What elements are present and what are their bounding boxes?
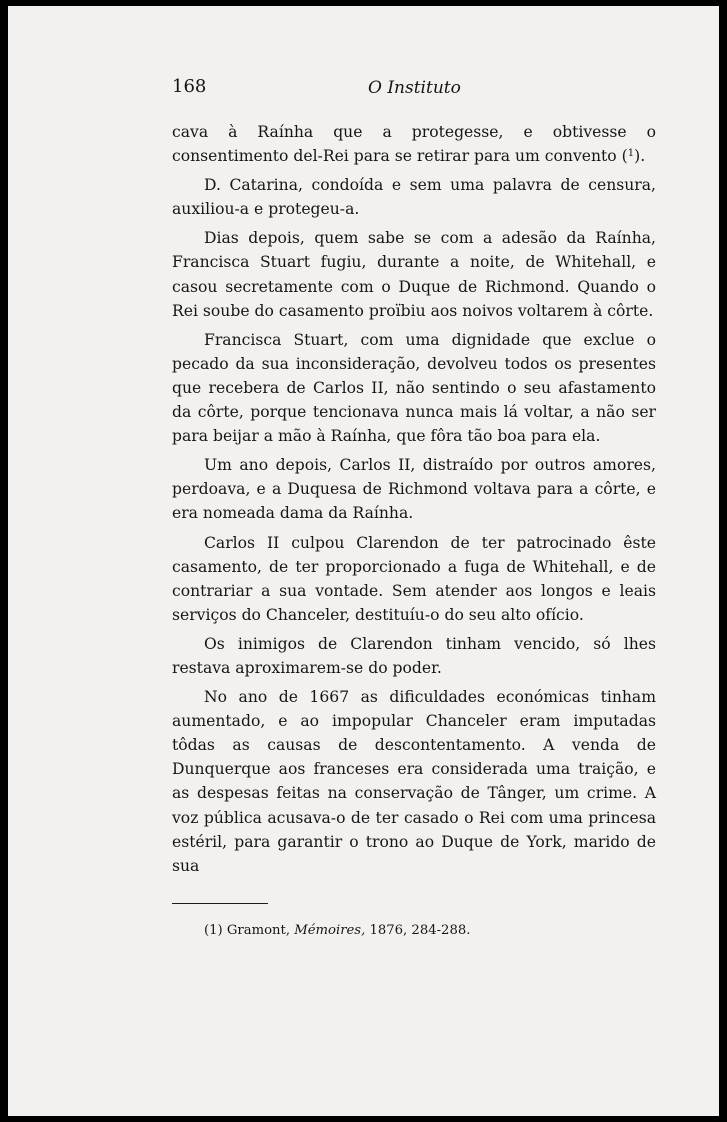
footnote-author: Gramont,: [226, 923, 291, 938]
footnote-details: 1876, 284-288.: [369, 923, 471, 938]
paragraph-7: Os inimigos de Clarendon tinham vencido, só lhes restava aproximarem-se do poder.: [172, 634, 656, 677]
book-page: [8, 6, 719, 1116]
paragraph-5: Um ano depois, Carlos II, distraído por outros amores, perdoava, e a Duquesa de Richmond voltava para a côrte, e era nomeada dama da Raínha.: [172, 456, 656, 523]
footnote-divider: [172, 903, 268, 904]
paragraph-6: Carlos II culpou Clarendon de ter patrocinado êste casamento, de ter proporcionado a fuga de Whitehall, e de contrariar a sua vontade. Sem atender aos longos e leais serviços do Chanceler, destituíu-o do seu alto ofício.: [172, 533, 656, 624]
footnote-reference: 1: [627, 148, 635, 160]
running-title: O Instituto: [368, 78, 461, 98]
footnote-marker: (1): [204, 923, 223, 938]
footnote-work: Mémoires,: [294, 923, 366, 938]
page-header: [172, 76, 654, 104]
footnote: [204, 923, 644, 938]
paragraph-1-close: ).: [634, 147, 646, 166]
paragraph-4: Francisca Stuart, com uma dignidade que exclue o pecado da sua inconsideração, devolveu todos os presentes que recebera de Carlos II, não sentindo o seu afastamento da côrte, porque tencionava nunca mais lá voltar, a não ser para beijar a mão à Raínha, que fôra tão boa para ela.: [172, 330, 656, 446]
page-number: 168: [172, 76, 207, 97]
paragraph-8: No ano de 1667 as dificuldades económicas tinham aumentado, e ao impopular Chanceler eram imputadas tôdas as causas de descontentamento. A venda de Dunquerque aos franceses era considerada uma traição, e as despesas feitas na conservação de Tânger, um crime. A voz pública acusava-o de ter casado o Rei com uma princesa estéril, para garantir o trono ao Duque de York, marido de sua: [172, 688, 656, 875]
paragraph-1-text: cava à Raínha que a protegesse, e obtivesse o consentimento del-Rei para se retirar para um convento (: [172, 123, 656, 166]
paragraph-2: D. Catarina, condoída e sem uma palavra de censura, auxiliou-a e protegeu-a.: [172, 176, 656, 219]
paragraph-1: [172, 120, 656, 168]
body-text: [172, 120, 656, 878]
paragraph-3: Dias depois, quem sabe se com a adesão da Raínha, Francisca Stuart fugiu, durante a noite, de Whitehall, e casou secretamente com o Duque de Richmond. Quando o Rei soube do casamento proïbiu aos noivos voltarem à côrte.: [172, 229, 656, 320]
